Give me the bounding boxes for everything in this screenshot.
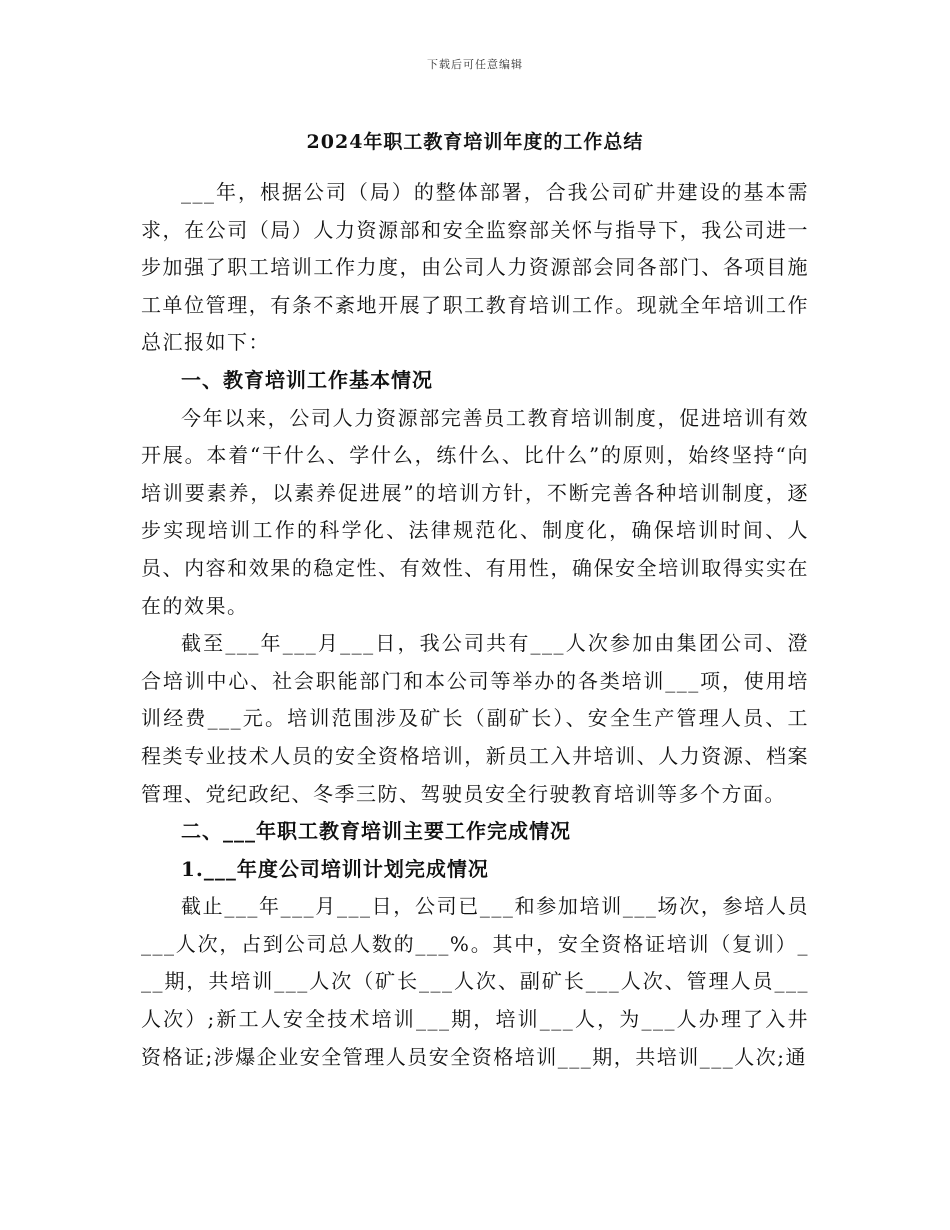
paragraph-intro: ___年，根据公司（局）的整体部署，合我公司矿井建设的基本需求，在公司（局）人力资源部和安全监察部关怀与指导下，我公司进一步加强了职工培训工作力度，由公司人力资源部会同各部门、各项目施工单位管理，有条不紊地开展了职工教育培训工作。现就全年培训工作总汇报如下： bbox=[141, 180, 809, 355]
document-title: 2024年职工教育培训年度的工作总结 bbox=[306, 131, 644, 153]
paragraph-section-2-1: 截止___年___月___日，公司已___和参加培训___场次，参培人员___人次，占到公司总人数的___%。其中，安全资格证培训（复训）___期，共培训___人次（矿长___人次、副矿长___人次、管理人员___人次）;新工人安全技术培训___期，培训___人，为___人办理了入井资格证;涉爆企业安全管理人员安全资格培训___期，共培训___人次;通 bbox=[141, 894, 809, 1069]
subsection-heading-2-1: 1.___年度公司培训计划完成情况 bbox=[181, 856, 489, 881]
section-heading-1: 一、教育培训工作基本情况 bbox=[181, 367, 433, 392]
header-note: 下载后可任意编辑 bbox=[427, 58, 523, 71]
section-heading-2: 二、___年职工教育培训主要工作完成情况 bbox=[181, 819, 571, 844]
paragraph-section-1b: 截至___年___月___日，我公司共有___人次参加由集团公司、澄合培训中心、社会职能部门和本公司等举办的各类培训___项，使用培训经费___元。培训范围涉及矿长（副矿长）、安全生产管理人员、工程类专业技术人员的安全资格培训，新员工入井培训、人力资源、档案管理、党纪政纪、冬季三防、驾驶员安全行驶教育培训等多个方面。 bbox=[141, 631, 809, 806]
document-body bbox=[141, 174, 809, 1076]
paragraph-section-1a: 今年以来，公司人力资源部完善员工教育培训制度，促进培训有效开展。本着“干什么、学什么，练什么、比什么”的原则，始终坚持“向培训要素养，以素养促进展”的培训方针，不断完善各种培训制度，逐步实现培训工作的科学化、法律规范化、制度化，确保培训时间、人员、内容和效果的稳定性、有效性、有用性，确保安全培训取得实实在在的效果。 bbox=[141, 405, 809, 618]
